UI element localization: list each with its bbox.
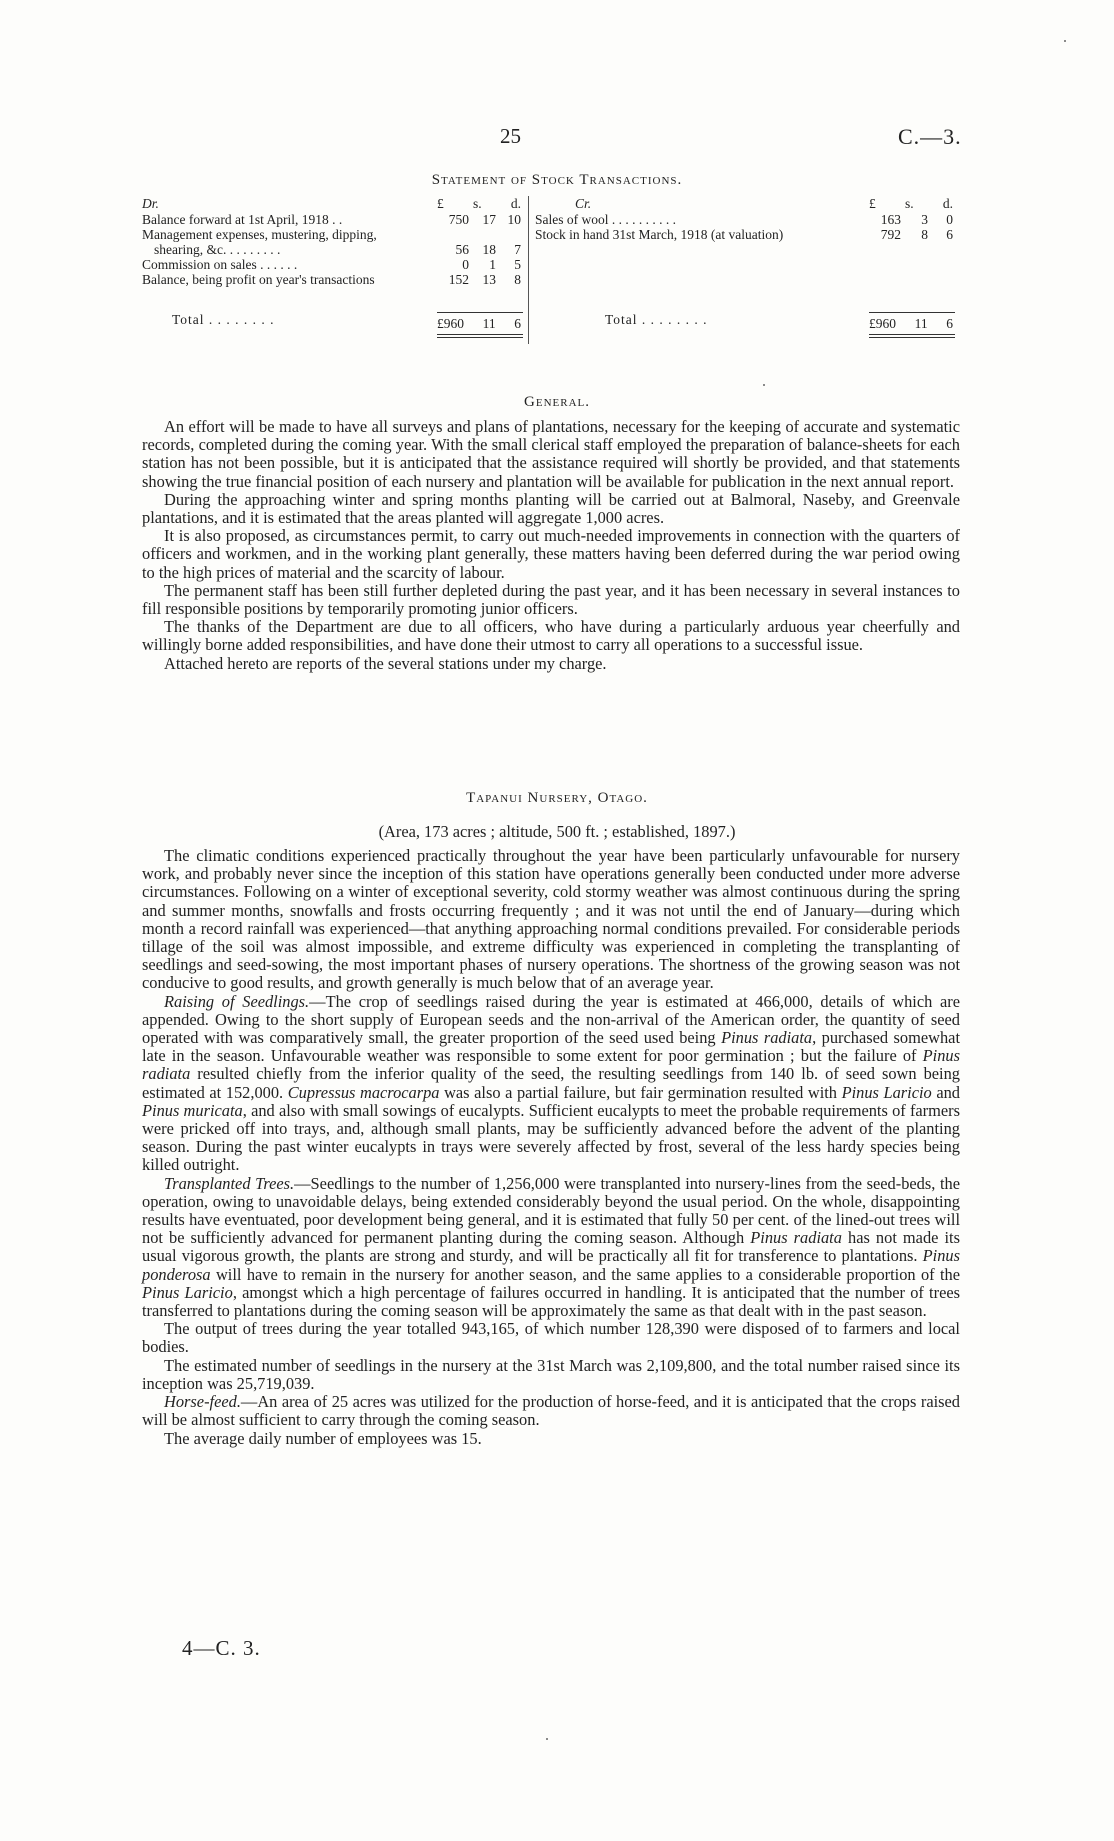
general-heading: General. bbox=[524, 394, 590, 410]
debit-account bbox=[142, 196, 523, 331]
double-rule bbox=[869, 334, 955, 338]
paragraph: During the approaching winter and spring months planting will be carried out at Balmoral, Naseby, and Greenvale plantations, and it is estimated that the areas planted will aggregate 1,000 acres. bbox=[142, 489, 960, 528]
account-divider bbox=[528, 196, 529, 344]
debit-total-row bbox=[142, 312, 523, 331]
horse-feed-label: Horse-feed. bbox=[164, 1392, 241, 1412]
debit-total-label: Total . . . . . . . . bbox=[172, 312, 275, 327]
debit-row: Balance forward at 1st April, 1918 . . 750 17 10 bbox=[142, 212, 521, 227]
transplanted-paragraph: Transplanted Trees.—Seedlings to the number of 1,256,000 were transplanted into nursery-lines from the seed-beds, the operation, owing to unavoidable delays, being extended considerably beyond the usual period. On the whole, disappointing results have eventuated, poor development being general, and it is estimated that fully 50 per cent. of the lined-out trees will not be sufficiently advanced for permanent planting during the coming season. Although Pinus radiata has not made its usual vigorous growth, the plants are strong and sturdy, and will be practically all fit for transference to plantations. Pinus ponderosa will have to remain in the nursery for another season, and the same applies to a considerable proportion of the Pinus Laricio, amongst which a high percentage of failures occurred in handling. It is anticipated that the number of trees transferred to plantations during the coming season will be approximately the same as that dealt with in the past season. bbox=[142, 1173, 960, 1321]
tapanui-heading: Tapanui Nursery, Otago. bbox=[466, 790, 648, 806]
paragraph: The thanks of the Department are due to all officers, who have during a particularly arduous year cheerfully and willingly borne added responsibilities, and have done their utmost to carry all operations to a successful issue. bbox=[142, 617, 960, 655]
document-reference: C.—3. bbox=[898, 124, 962, 149]
scan-speck bbox=[763, 384, 765, 386]
credit-total-label: Total . . . . . . . . bbox=[605, 312, 708, 327]
paragraph: The average daily number of employees was 15. bbox=[164, 1428, 482, 1448]
raising-label: Raising of Seedlings. bbox=[164, 991, 310, 1011]
paragraph: An effort will be made to have all surveys and plans of plantations, necessary for the keeping of accurate and systematic records, completed during the coming year. With the small clerical staff employed the preparation of balance-sheets for each station has not been possible, but it is anticipated that the assistance required will shortly be provided, and that statements showing the true financial position of each nursery and plantation will be available for publication in the next annual report. bbox=[142, 417, 960, 491]
scan-speck bbox=[1064, 40, 1066, 42]
pence-header: d. bbox=[510, 196, 521, 211]
credit-row: Sales of wool . . . . . . . . . . 163 3 0 bbox=[535, 212, 953, 227]
debit-row: Commission on sales . . . . . . 0 1 5 bbox=[142, 257, 521, 272]
paragraph: Attached hereto are reports of the several stations under my charge. bbox=[164, 653, 607, 673]
horse-feed-paragraph: Horse-feed.—An area of 25 acres was utilized for the production of horse-feed, and it is anticipated that the crops raised will be almost sufficient to carry through the coming season. bbox=[142, 1392, 960, 1430]
raising-paragraph: Raising of Seedlings.—The crop of seedlings raised during the year is estimated at 466,000, details of which are appended. Owing to the short supply of European seeds and the non-arrival of the American order, the quantity of seed operated with was comparatively small, the greater proportion of the seed used being Pinus radiata, purchased somewhat late in the season. Unfavourable weather was responsible to some extent for poor germination ; but the failure of Pinus radiata resulted chiefly from the inferior quality of the seed, the resulting seedlings from 140 lb. of seed sown being estimated at 152,000. Cupressus macrocarpa was also a partial failure, but fair germination resulted with Pinus Laricio and Pinus muricata, and also with small sowings of eucalypts. Sufficient eucalypts to meet the probable requirements of farmers were pricked off into trays, and, although small plants, may be sufficiently advanced before the advent of the planting season. During the past winter eucalypts in trays were severely affected by frost, several of the less hardy species being killed outright. bbox=[142, 991, 960, 1175]
transplanted-label: Transplanted Trees. bbox=[164, 1173, 295, 1193]
double-rule bbox=[437, 334, 523, 338]
credit-row: Stock in hand 31st March, 1918 (at valuation) 792 8 6 bbox=[535, 227, 953, 242]
paragraph: It is also proposed, as circumstances permit, to carry out much-needed improvements in connection with the quarters of officers and workmen, and in the working plant generally, these matters having been deferred during the war period owing to the high prices of material and the scarcity of labour. bbox=[142, 526, 960, 582]
paragraph: The output of trees during the year totalled 943,165, of which number 128,390 were disposed of to farmers and local bodies. bbox=[142, 1319, 960, 1357]
tapanui-subheading: (Area, 173 acres ; altitude, 500 ft. ; established, 1897.) bbox=[378, 822, 736, 841]
credit-total-row bbox=[535, 312, 955, 331]
paragraph: The estimated number of seedlings in the nursery at the 31st March was 2,109,800, and the total number raised since its inception was 25,719,039. bbox=[142, 1355, 960, 1393]
credit-side-label: Cr. bbox=[575, 196, 592, 211]
scan-speck bbox=[546, 1738, 548, 1740]
credit-account: Cr. £ s. d. Sales of wool . . . . . . . . . . 163 3 0 Stock in hand 31st March, 1918 (at valuation) 792 8 6 Total . . . . . . . . £960 11 6 bbox=[535, 196, 955, 242]
credit-total-amount: £960 11 6 bbox=[869, 312, 955, 331]
paragraph: The permanent staff has been still further depleted during the past year, and it has been necessary in several instances to fill responsible positions by temporarily promoting junior officers. bbox=[142, 580, 960, 619]
paragraph: The climatic conditions experienced practically throughout the year have been particularly unfavourable for nursery work, and probably never since the inception of this station have operations generally been conducted under more adverse circumstances. Following on a winter of exceptional severity, cold stormy weather was almost continuous during the spring and summer months, snowfalls and frosts occurring frequently ; and it was not until the end of January—during which month a record rainfall was experienced—that anything approaching normal conditions prevailed. For considerable periods tillage of the soil was almost impossible, and extreme difficulty was experienced in completing the transplanting of seedlings and seed-sowing, the most important phases of nursery operations. The shortness of the growing season was not conducive to good results, and growth generally is much below that of an average year. bbox=[142, 846, 960, 993]
pounds-header: £ bbox=[437, 196, 444, 211]
statement-title: Statement of Stock Transactions. bbox=[431, 172, 683, 188]
debit-row: Balance, being profit on year's transactions 152 13 8 bbox=[142, 272, 521, 287]
shillings-header: s. bbox=[472, 196, 482, 211]
general-section bbox=[142, 418, 960, 673]
debit-row: shearing, &c. . . . . . . . . 56 18 7 bbox=[154, 242, 521, 257]
debit-total-amount: £960 11 6 bbox=[437, 312, 523, 331]
debit-row: Management expenses, mustering, dipping, bbox=[142, 227, 377, 242]
footer-signature: 4—C. 3. bbox=[182, 1636, 261, 1660]
tapanui-section bbox=[142, 847, 960, 1448]
debit-side-label: Dr. bbox=[142, 196, 159, 211]
page-number: 25 bbox=[500, 124, 521, 148]
